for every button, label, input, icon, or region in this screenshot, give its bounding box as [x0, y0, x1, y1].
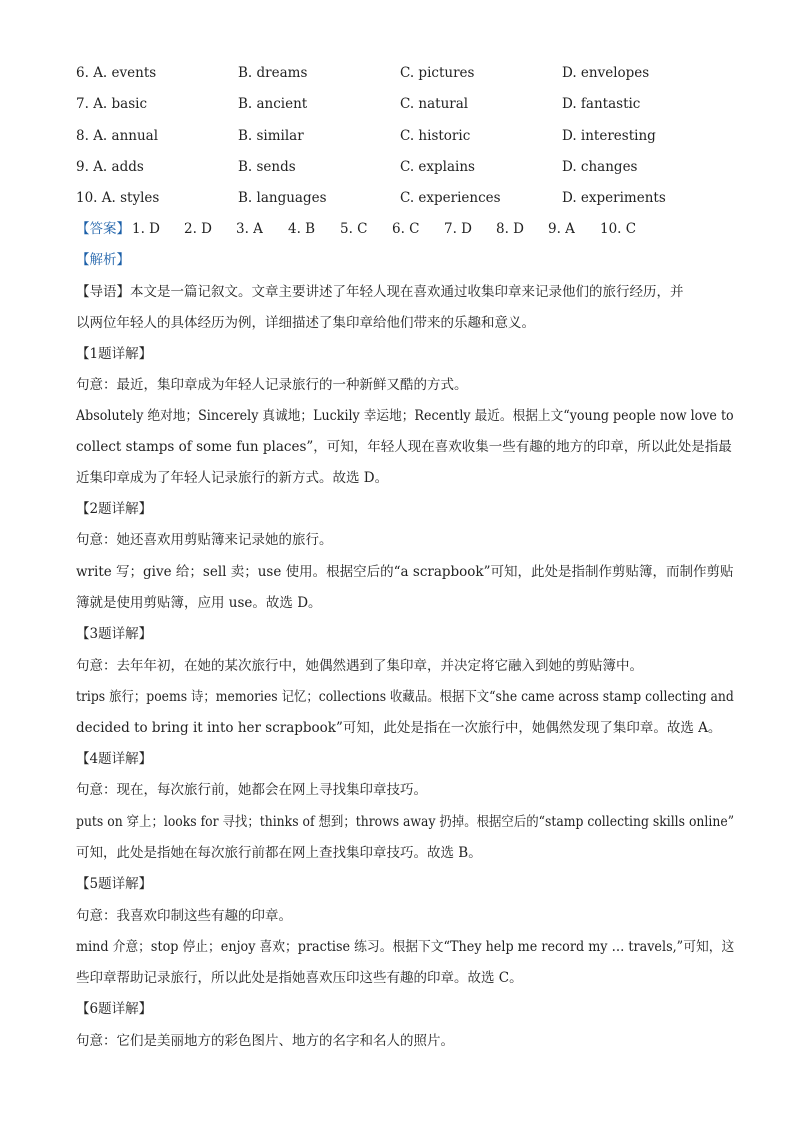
option-a: 8. A. annual — [76, 128, 159, 144]
section-heading: 【3题详解】 — [76, 626, 153, 642]
option-d: D. changes — [562, 159, 638, 175]
answer-item: 10. C — [600, 221, 637, 237]
answer-item: 3. A — [236, 221, 263, 237]
section-heading: 【4题详解】 — [76, 751, 153, 767]
intro-line: 【导语】本文是一篇记叙文。文章主要讲述了年轻人现在喜欢通过收集印章来记录他们的旅行经历，并 — [76, 284, 684, 300]
answer-item: 9. A — [548, 221, 575, 237]
answer-item: 7. D — [444, 221, 472, 237]
section-line: 可知，此处是指她在每次旅行前都在网上查找集印章技巧。故选 B。 — [76, 845, 482, 861]
option-b: B. ancient — [238, 96, 308, 112]
answer-label: 【答案】 — [76, 221, 130, 237]
section-heading: 【2题详解】 — [76, 501, 153, 517]
option-a: 6. A. events — [76, 65, 157, 81]
section-line: 句意：去年年初，在她的某次旅行中，她偶然遇到了集印章，并决定将它融入到她的剪贴簿中。 — [76, 658, 643, 674]
section-line: Absolutely 绝对地；Sincerely 真诚地；Luckily 幸运地；Recently 最近。根据上文“young people now love to — [76, 408, 734, 424]
section-line: decided to bring it into her scrapbook”可知，此处是指在一次旅行中，她偶然发现了集印章。故选 A。 — [76, 720, 722, 736]
option-a: 9. A. adds — [76, 159, 144, 175]
option-c: C. pictures — [400, 65, 475, 81]
option-c: C. explains — [400, 159, 475, 175]
answer-item: 1. D — [132, 221, 160, 237]
answer-item: 2. D — [184, 221, 212, 237]
section-line: write 写；give 给；sell 卖；use 使用。根据空后的“a scrapbook”可知，此处是指制作剪贴簿，而制作剪贴 — [76, 564, 734, 580]
section-heading: 【6题详解】 — [76, 1001, 153, 1017]
option-d: D. envelopes — [562, 65, 650, 81]
section-line: 句意：它们是美丽地方的彩色图片、地方的名字和名人的照片。 — [76, 1033, 454, 1049]
option-b: B. dreams — [238, 65, 308, 81]
section-heading: 【5题详解】 — [76, 876, 153, 892]
intro-line: 以两位年轻人的具体经历为例，详细描述了集印章给他们带来的乐趣和意义。 — [76, 315, 535, 331]
option-a: 10. A. styles — [76, 190, 160, 206]
section-line: 些印章帮助记录旅行，所以此处是指她喜欢压印这些有趣的印章。故选 C。 — [76, 970, 523, 986]
analysis-label: 【解析】 — [76, 252, 130, 268]
option-c: C. natural — [400, 96, 469, 112]
section-line: mind 介意；stop 停止；enjoy 喜欢；practise 练习。根据下文“They help me record my … travels,”可知，这 — [76, 939, 735, 955]
section-line: 句意：现在，每次旅行前，她都会在网上寻找集印章技巧。 — [76, 782, 427, 798]
answer-item: 8. D — [496, 221, 524, 237]
section-line: 句意：我喜欢印制这些有趣的印章。 — [76, 908, 292, 924]
answer-item: 6. C — [392, 221, 420, 237]
answer-item: 4. B — [288, 221, 316, 237]
section-heading: 【1题详解】 — [76, 346, 153, 362]
option-b: B. languages — [238, 190, 327, 206]
option-d: D. interesting — [562, 128, 656, 144]
section-line: collect stamps of some fun places”，可知，年轻人现在喜欢收集一些有趣的地方的印章，所以此处是指最 — [76, 439, 732, 455]
section-line: trips 旅行；poems 诗；memories 记忆；collections 收藏品。根据下文“she came across stamp collecting and — [76, 689, 734, 705]
option-d: D. experiments — [562, 190, 666, 206]
option-b: B. similar — [238, 128, 304, 144]
section-line: 句意：最近，集印章成为年轻人记录旅行的一种新鲜又酷的方式。 — [76, 377, 468, 393]
option-b: B. sends — [238, 159, 296, 175]
section-line: 簿就是使用剪贴簿，应用 use。故选 D。 — [76, 595, 322, 611]
section-line: 句意：她还喜欢用剪贴簿来记录她的旅行。 — [76, 532, 333, 548]
section-line: 近集印章成为了年轻人记录旅行的新方式。故选 D。 — [76, 470, 389, 486]
option-c: C. experiences — [400, 190, 501, 206]
answer-item: 5. C — [340, 221, 368, 237]
option-d: D. fantastic — [562, 96, 641, 112]
option-c: C. historic — [400, 128, 471, 144]
option-a: 7. A. basic — [76, 96, 148, 112]
section-line: puts on 穿上；looks for 寻找；thinks of 想到；throws away 扔掉。根据空后的“stamp collecting skills online” — [76, 814, 735, 830]
